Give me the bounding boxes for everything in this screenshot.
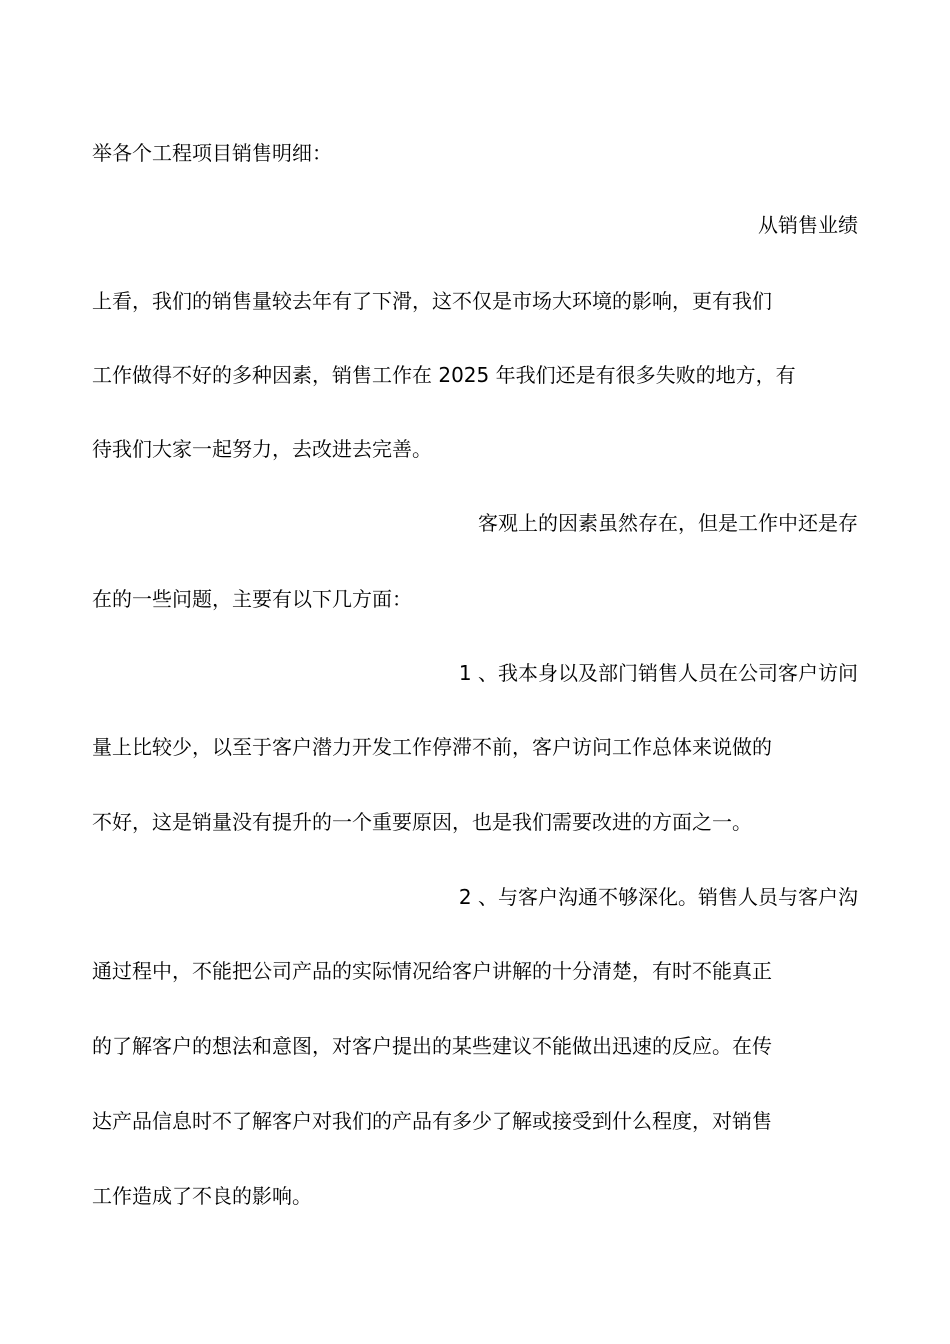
list-item-1-line: 1 、我本身以及部门销售人员在公司客户访问	[458, 661, 858, 685]
list-item-2-line: 的了解客户的想法和意图，对客户提出的某些建议不能做出迅速的反应。在传	[92, 1034, 772, 1058]
paragraph-line: 上看，我们的销售量较去年有了下滑，这不仅是市场大环境的影响，更有我们	[92, 289, 772, 313]
paragraph-line: 在的一些问题，主要有以下几方面：	[92, 587, 412, 611]
list-item-2-line: 达产品信息时不了解客户对我们的产品有多少了解或接受到什么程度，对销售	[92, 1109, 772, 1133]
list-item-1-line: 不好，这是销量没有提升的一个重要原因，也是我们需要改进的方面之一。	[92, 810, 752, 834]
paragraph-line: 客观上的因素虽然存在，但是工作中还是存	[478, 511, 858, 535]
paragraph-line: 工作做得不好的多种因素，销售工作在 2025 年我们还是有很多失败的地方，有	[92, 363, 796, 387]
list-item-2-line: 2 、与客户沟通不够深化。销售人员与客户沟	[458, 885, 858, 909]
section-heading: 举各个工程项目销售明细：	[92, 141, 332, 165]
list-item-1-line: 量上比较少，以至于客户潜力开发工作停滞不前，客户访问工作总体来说做的	[92, 735, 772, 759]
list-item-2-line: 工作造成了不良的影响。	[92, 1184, 312, 1208]
paragraph-line: 待我们大家一起努力，去改进去完善。	[92, 437, 432, 461]
paragraph-line: 从销售业绩	[758, 213, 858, 237]
list-item-2-line: 通过程中，不能把公司产品的实际情况给客户讲解的十分清楚，有时不能真正	[92, 959, 772, 983]
